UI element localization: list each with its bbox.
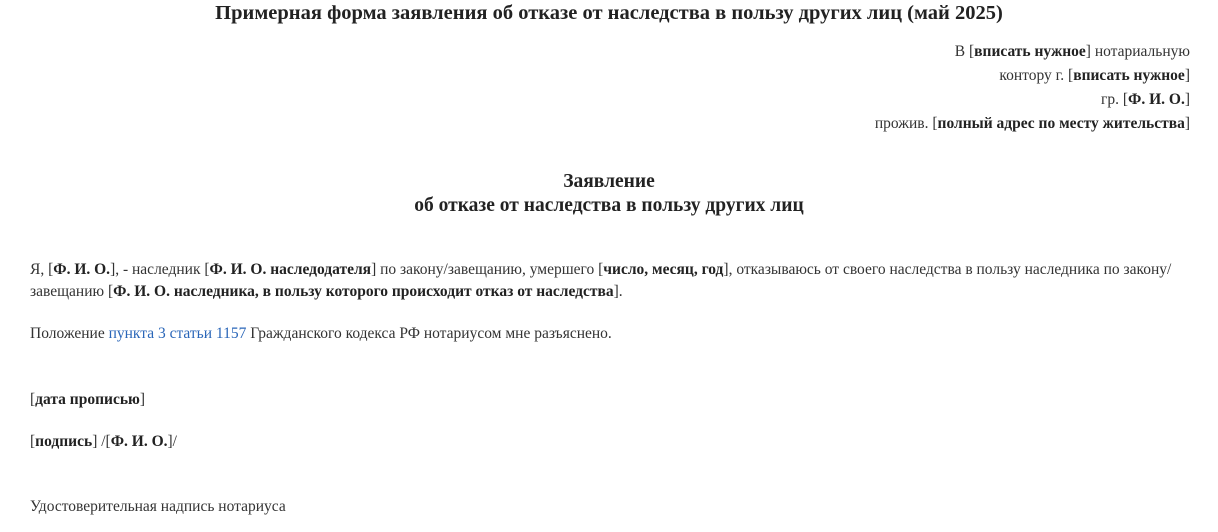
body-text: ] (139, 391, 146, 408)
placeholder-bold: число, месяц, год (603, 261, 724, 278)
body-text: ]. (613, 283, 623, 300)
body-text: Положение (30, 325, 109, 342)
law-clarification-paragraph (30, 323, 1190, 345)
statement-body-paragraph (30, 259, 1190, 303)
document-title: Примерная форма заявления об отказе от наследства в пользу других лиц (май 2025) (215, 2, 1003, 24)
body-text: ] по закону/завещанию, умершего [ (371, 261, 604, 278)
signature-line (30, 431, 1190, 453)
body-text: Гражданского кодекса РФ нотариусом мне разъяснено. (246, 325, 612, 342)
statement-heading (0, 170, 1218, 218)
statement-heading-line1: Заявление (563, 171, 655, 192)
placeholder-bold: Ф. И. О. (1128, 91, 1185, 108)
placeholder-bold: вписать нужное (1073, 67, 1185, 84)
addressee-notary-office (490, 40, 1190, 64)
body-text: ]/ (167, 433, 177, 450)
addressee-text: ] нотариальную (1085, 43, 1190, 60)
body-text: ] /[ (92, 433, 111, 450)
notary-certification-note: Удостоверительная надпись нотариуса (30, 498, 286, 515)
placeholder-bold: Ф. И. О. наследодателя (209, 261, 372, 278)
statement-heading-line2: об отказе от наследства в пользу других лиц (414, 195, 804, 216)
addressee-text: ] (1184, 115, 1190, 132)
placeholder-bold: Ф. И. О. (53, 261, 111, 278)
civil-code-article-link[interactable]: пункта 3 статьи 1157 (108, 325, 247, 342)
placeholder-bold: Ф. И. О. (110, 433, 168, 450)
addressee-text: В [ (954, 43, 975, 60)
addressee-text: гр. [ (1100, 91, 1129, 108)
body-text: Я, [ (30, 261, 54, 278)
placeholder-bold: вписать нужное (974, 43, 1086, 60)
addressee-citizen (490, 88, 1190, 112)
body-text: ], - наследник [ (110, 261, 210, 278)
placeholder-bold: Ф. И. О. наследника, в пользу которого происходит отказ от наследства (113, 283, 614, 300)
body-text: ], отказываюсь от своего наследства в пользу наследника по закону/завещанию [ (30, 261, 1172, 300)
date-line (30, 389, 1190, 411)
addressee-residence (490, 112, 1190, 136)
addressee-text: ] (1184, 91, 1190, 108)
body-text: [ (30, 433, 36, 450)
addressee-text: прожив. [ (874, 115, 938, 132)
placeholder-bold: дата прописью (35, 391, 140, 408)
addressee-text: контору г. [ (999, 67, 1074, 84)
addressee-text: ] (1184, 67, 1190, 84)
addressee-city (490, 64, 1190, 88)
placeholder-bold: полный адрес по месту жительства (937, 115, 1185, 132)
placeholder-bold: подпись (35, 433, 93, 450)
body-text: [ (30, 391, 36, 408)
addressee-block (490, 40, 1190, 136)
